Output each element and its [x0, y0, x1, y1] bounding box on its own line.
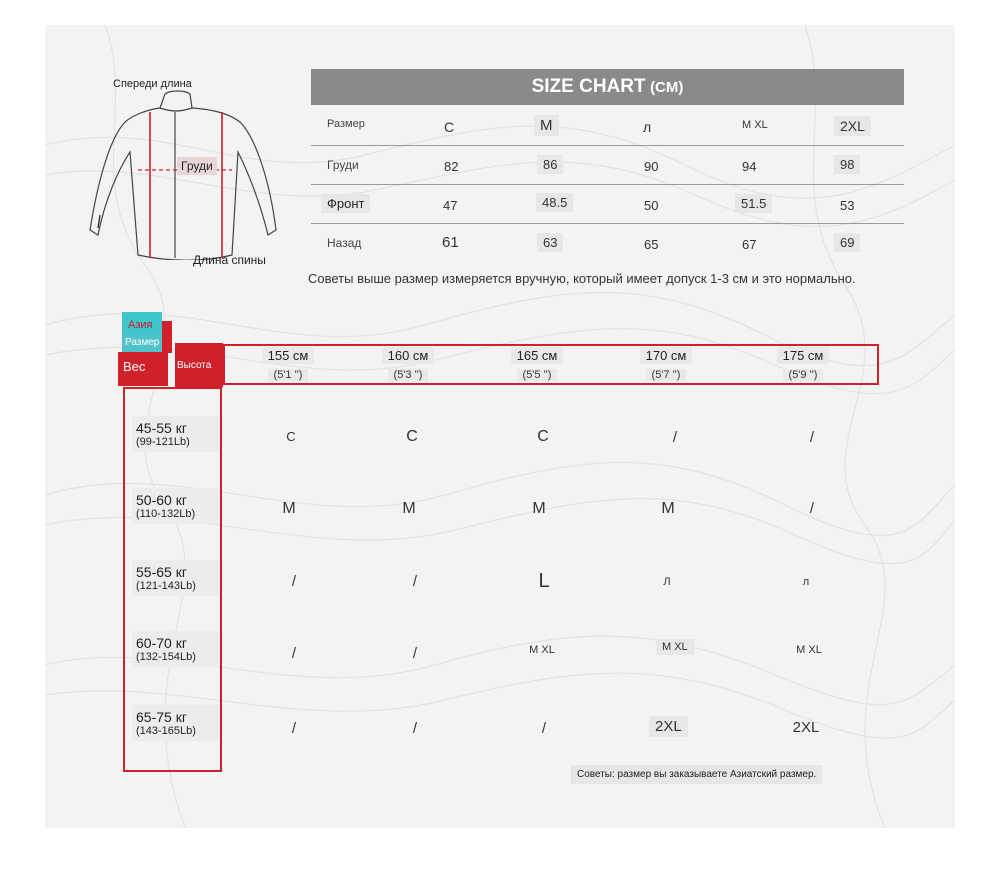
- weight-kg: 50-60 кг: [136, 492, 187, 508]
- height-cm: 165 см: [511, 347, 564, 364]
- weight-lb: (121-143Lb): [136, 580, 196, 592]
- weight-tag-label: Вес: [123, 359, 146, 374]
- table-cell: 90: [644, 159, 659, 174]
- weight-row-label: [132, 416, 220, 452]
- size-tag-label: Размер: [125, 337, 160, 348]
- size-col-l: л: [643, 119, 652, 135]
- height-ft: (5'3 ''): [388, 369, 429, 381]
- height-cm: 160 см: [382, 347, 435, 364]
- height-ft: (5'7 ''): [646, 369, 687, 381]
- height-column: [758, 347, 848, 383]
- fit-cell: 2XL: [649, 716, 688, 737]
- fit-cell: L: [538, 570, 550, 592]
- size-chart-note: Советы выше размер измеряется вручную, который имеет допуск 1-3 см и это нормально.: [308, 271, 856, 286]
- jersey-outline-icon: [80, 90, 290, 260]
- chest-label: Груди: [177, 157, 217, 175]
- fit-cell: M: [661, 500, 675, 517]
- size-col-m: M: [534, 115, 559, 136]
- table-cell: 98: [834, 155, 860, 174]
- height-column: [243, 347, 333, 383]
- height-column: [621, 347, 711, 383]
- back-length-label: Длина спины: [193, 253, 266, 267]
- size-col-2xl: 2XL: [834, 116, 871, 136]
- height-cm: 170 см: [640, 347, 693, 364]
- weight-row-label: [132, 488, 220, 524]
- fit-cell: /: [291, 573, 297, 590]
- height-cm: 175 см: [777, 347, 830, 364]
- size-chart-header: [311, 69, 904, 105]
- table-divider: [311, 223, 904, 224]
- row-chest-label: Груди: [327, 158, 359, 172]
- weight-row-label: [132, 560, 220, 596]
- table-cell: 65: [644, 237, 659, 252]
- fit-cell: C: [286, 429, 296, 444]
- size-chart-unit: (CM): [650, 79, 684, 96]
- height-tag-label: Высота: [177, 360, 212, 371]
- fit-cell: M: [532, 500, 546, 517]
- height-column: [363, 347, 453, 383]
- front-length-label: Спереди длина: [113, 78, 192, 90]
- fit-cell: /: [541, 720, 547, 737]
- size-chart-title: SIZE CHART: [531, 76, 646, 97]
- weight-kg: 65-75 кг: [136, 709, 187, 725]
- fit-cell: C: [537, 428, 549, 445]
- table-cell: 94: [742, 159, 757, 174]
- weight-lb: (143-165Lb): [136, 725, 196, 737]
- table-cell: 51.5: [735, 194, 772, 213]
- row-back-label: Назад: [327, 236, 362, 250]
- fit-cell: /: [291, 645, 297, 662]
- table-divider: [311, 145, 904, 146]
- fit-cell: C: [406, 428, 418, 445]
- size-chart-card: [45, 25, 955, 828]
- asia-label: Азия: [128, 319, 153, 331]
- fit-cell: /: [412, 645, 418, 662]
- fit-cell: /: [672, 429, 678, 446]
- table-cell: 69: [834, 233, 860, 252]
- fit-cell: /: [291, 720, 297, 737]
- size-col-mxl: M XL: [742, 119, 768, 131]
- weight-kg: 55-65 кг: [136, 564, 187, 580]
- fit-cell: M XL: [796, 644, 822, 656]
- table-cell: 61: [442, 234, 459, 251]
- weight-lb: (110-132Lb): [136, 508, 196, 520]
- fit-cell: M: [282, 500, 296, 517]
- fit-cell: M: [402, 500, 416, 517]
- fit-cell: л: [802, 576, 810, 588]
- table-cell: 82: [444, 159, 459, 174]
- jersey-diagram: [80, 75, 310, 275]
- corner-accent: [162, 321, 172, 353]
- table-cell: 47: [443, 198, 458, 213]
- table-cell: 67: [742, 237, 757, 252]
- table-divider: [311, 184, 904, 185]
- weight-lb: (99-121Lb): [136, 436, 190, 448]
- weight-row-label: [132, 631, 220, 667]
- fit-cell: 2XL: [792, 719, 820, 736]
- fit-cell: M XL: [656, 639, 694, 655]
- row-front-label: Фронт: [321, 194, 370, 213]
- weight-row-label: [132, 705, 220, 741]
- table-cell: 63: [537, 233, 563, 252]
- fit-cell: /: [412, 573, 418, 590]
- height-ft: (5'1 ''): [268, 369, 309, 381]
- size-col-c: C: [444, 119, 455, 135]
- table-cell: 50: [644, 198, 659, 213]
- height-cm: 155 см: [262, 347, 315, 364]
- table-cell: 53: [840, 198, 855, 213]
- weight-kg: 60-70 кг: [136, 635, 187, 651]
- fit-cell: /: [412, 720, 418, 737]
- size-header-label: Размер: [327, 118, 365, 130]
- fit-grid-note: Советы: размер вы заказываете Азиатский размер.: [571, 765, 822, 784]
- height-ft: (5'5 ''): [517, 369, 558, 381]
- fit-cell: M XL: [529, 644, 555, 656]
- table-cell: 48.5: [536, 193, 573, 212]
- table-cell: 86: [537, 155, 563, 174]
- weight-kg: 45-55 кг: [136, 420, 187, 436]
- height-ft: (5'9 ''): [783, 369, 824, 381]
- fit-cell: Л: [663, 576, 671, 588]
- weight-lb: (132-154Lb): [136, 651, 196, 663]
- fit-cell: /: [809, 500, 815, 517]
- height-column: [492, 347, 582, 383]
- fit-cell: /: [809, 429, 815, 446]
